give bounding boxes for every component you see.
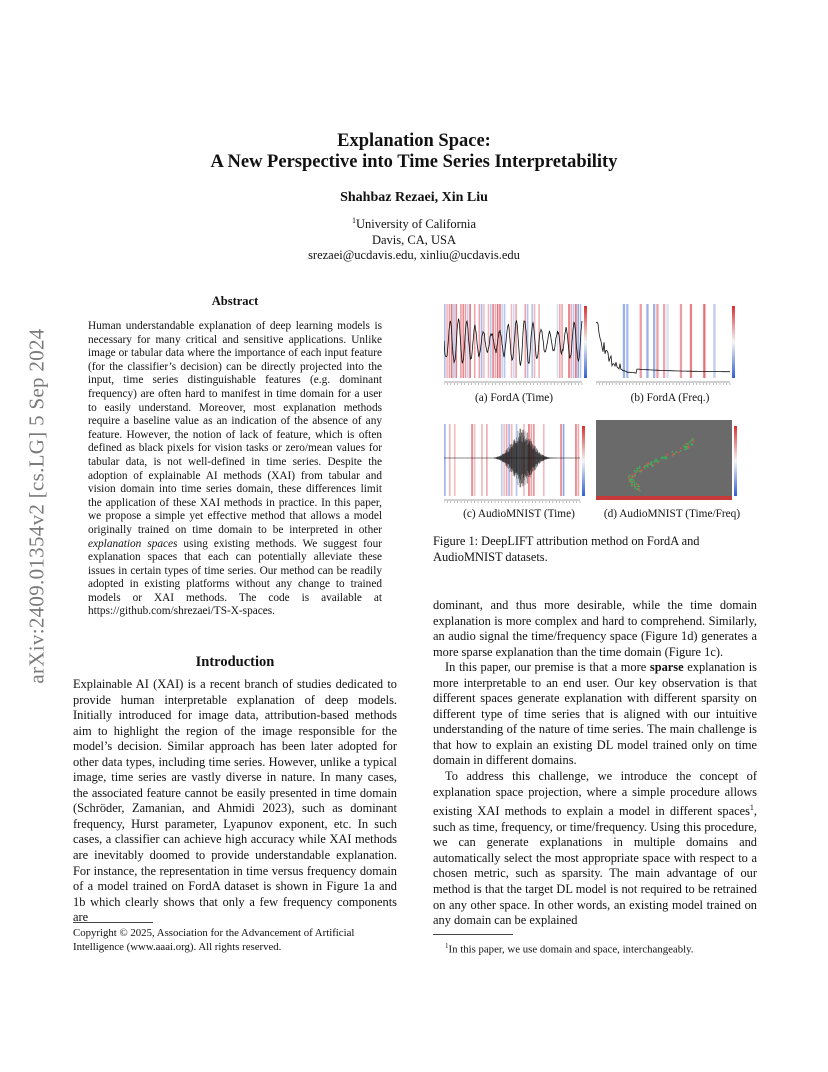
arxiv-stamp-text: arXiv:2409.01354v2 [cs.LG] 5 Sep 2024 [24, 328, 49, 684]
affiliation-university [0, 213, 828, 233]
title-line-1: Explanation Space: [337, 131, 491, 151]
para3-text-a: To address this challenge, we introduce the concept of explanation space projection, where a simple procedure allows existing XAI methods to explain a model in different spaces [433, 769, 757, 819]
footnote-rule-left [73, 922, 153, 923]
footnote-mark: 1 [445, 942, 449, 950]
authors: Shahbaz Rezaei, Xin Liu [340, 190, 488, 205]
subcaption-b: (b) FordA (Freq.) [630, 392, 710, 404]
right-paragraph-1: dominant, and thus more desirable, while the time domain explanation is more complex and hard to comprehend. Similarly, an audio signal the time/frequency space (Figure 1d) generates a more sparse explanation than the time domain (Figure 1c). [433, 598, 757, 659]
subcaption-a: (a) FordA (Time) [474, 392, 554, 404]
para3-footnote-mark: 1 [749, 803, 754, 813]
copyright-notice: Copyright © 2025, Association for the Advancement of Artificial Intelligence (www.aaai.org). All rights reserved. [73, 927, 355, 953]
introduction-heading: Introduction [195, 654, 275, 670]
abstract-emphasis: explanation spaces [88, 537, 178, 550]
affiliation-emails: srezaei@ucdavis.edu, xinliu@ucdavis.edu [308, 248, 520, 263]
abstract-body [88, 320, 382, 619]
abstract-part-1: Human understandable explanation of deep learning models is necessary for many critical and sensitive applications. Unlike image or tabular data where the importance of each input feature (for the classifier’s decision) can be directly projected into the input, time series distinguishable features (e.g. dominant frequency) are often hard to manifest in time domain for a user to easily understand. Moreover, most explanation methods require a baseline value as an indication of the absence of any feature. However, the notion of lack of feature, which is often defined as black pixels for vision tasks or zero/mean values for tabular data, is not well-defined in time series. Despite the adoption of explainable AI methods (XAI) from tabular and vision domain into time series domain, these differences limit the application of these XAI methods in practice. In this paper, we propose a simple yet effective method that allows a model originally trained on time domain to be interpreted in other [88, 320, 382, 536]
subcaption-c: (c) AudioMNIST (Time) [463, 508, 575, 520]
para2-text-b: explanation is more interpretable to an end user. Our key observation is that different spaces generate explanation with different sparsity on different type of time series that is aligned with our intuitive understanding of the nature of time series. The main challenge is that how to explain an existing DL model trained only on time domain in different domains. [433, 660, 758, 768]
affiliation [0, 213, 828, 264]
intro-paragraph-1: Explainable AI (XAI) is a recent branch of studies dedicated to provide human interpretable explanation of deep models. Initially introduced for image data, attribution-based methods aim to highlight the region of the image responsible for the model’s decision. Similar approach has been later adopted for other data types, including time series. However, unlike a typical image, time series are vastly diverse in nature. In many cases, the associated feature cannot be easily presented in time domain (Schröder, Zamanian, and Ahmidi 2023), such as dominant frequency, Hurst parameter, Lyapunov exponent, etc. In such cases, a classifier can achieve high accuracy while XAI methods are inevitably doomed to provide understandable explanation. For instance, the representation in time versus frequency domain of a model trained on FordA dataset is shown in Figure 1a and 1b which clearly shows that only a few frequency components are [73, 677, 397, 925]
left-column [73, 677, 397, 926]
arxiv-stamp [22, 296, 52, 716]
figure-panel-d [596, 420, 744, 508]
title-line-2: A New Perspective into Time Series Interpretability [210, 152, 618, 172]
affiliation-sup: 1 [351, 216, 356, 225]
para2-bold: sparse [649, 660, 684, 675]
para2-text-a: In this paper, our premise is that a more [445, 660, 650, 675]
abstract-heading: Abstract [211, 294, 259, 308]
figure-panel-c [444, 420, 592, 508]
figure-panel-b [596, 300, 744, 390]
subcaption-d: (d) AudioMNIST (Time/Freq) [603, 508, 741, 520]
university-name: University of California [355, 217, 477, 232]
right-paragraph-2 [433, 660, 757, 769]
footnote [433, 940, 757, 957]
para3-text-b: , such as time, frequency, or time/frequency. Using this procedure, we can generate explanations in multiple domains and automatically select the most appropriate space with respect to a chosen metric, such as sparsity. The main advantage of our method is that the target DL model is not required to be retrained on any other space. In other words, an existing model trained on any domain can be explained [433, 804, 757, 928]
abstract-part-2: using existing methods. We suggest four explanation spaces that each can potentially alleviate these issues in certain types of time series. Our method can be readily adopted in existing platforms without any change to trained models or XAI methods. The code is available at https://github.com/shrezaei/TS-X-spaces. [88, 537, 382, 618]
figure-caption: Figure 1: DeepLIFT attribution method on FordA and AudioMNIST datasets. [433, 534, 700, 564]
paper-title [0, 131, 828, 173]
affiliation-location: Davis, CA, USA [371, 232, 457, 247]
figure-panel-a [444, 300, 592, 390]
footnote-text: In this paper, we use domain and space, interchangeably. [448, 943, 694, 956]
footnote-rule-right [433, 934, 513, 935]
right-paragraph-3 [433, 769, 757, 929]
right-column [433, 598, 757, 929]
